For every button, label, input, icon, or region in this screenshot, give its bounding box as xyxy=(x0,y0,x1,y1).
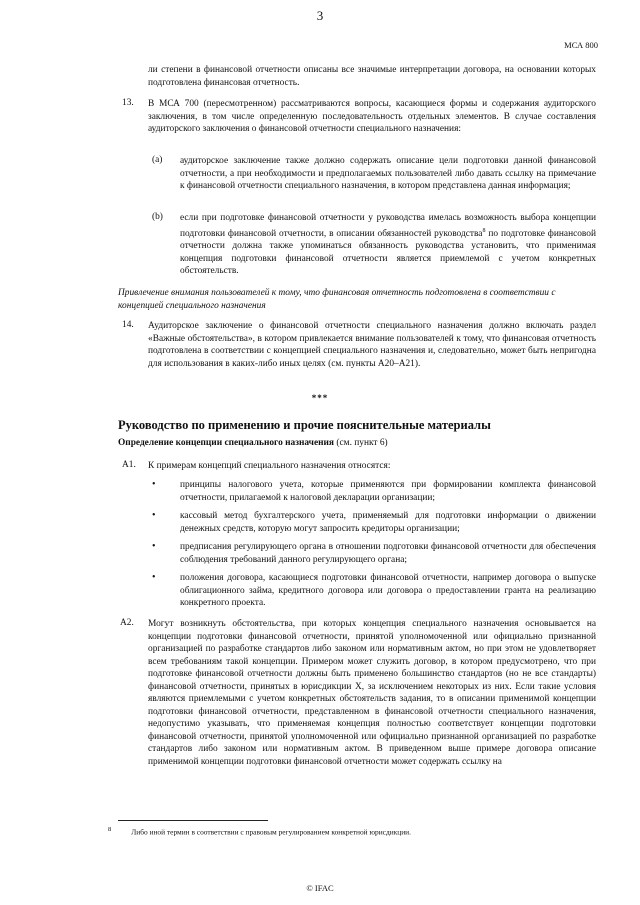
para-13b-text xyxy=(180,212,596,278)
para-13-text: В МСА 700 (пересмотренном) рассматриваются вопросы, касающиеся формы и содержания аудиторского заключения, в том числе определенную последовательность отдельных элементов. В случае составления аудиторского заключения о финансовой отчетности специального назначения: xyxy=(148,99,596,134)
subsection-title-text: Определение концепции специального назначения xyxy=(118,438,335,448)
para-a1-number: A1. xyxy=(122,460,136,470)
page-footer: © IFAC xyxy=(306,883,334,893)
para-13-number: 13. xyxy=(122,98,134,108)
list-item: положения договора, касающиеся подготовки финансовой отчетности, например договора о выпуске облигационного займа, кредитного договора или договора о предоставлении гранта на реализацию конкретного проекта. xyxy=(180,573,596,608)
para-14-text: Аудиторское заключение о финансовой отчетности специального назначения должно включать раздел «Важные обстоятельства», в котором привлекается внимание пользователей к тому, что финансовая отчетность подготовлена в соответствии с концепцией специального назначения и, следовательно, может быть непригодна для использования в каких-либо иных целях (см. пункты A20–A21). xyxy=(148,321,596,369)
para-13b-text-2: по подготовке финансовой отчетности должна также упоминаться обязанность руководства установить, что применимая концепция подготовки финансовой отчетности является приемлемой с учетом конкретных обстоятельств. xyxy=(180,228,597,277)
footnote-divider xyxy=(118,820,268,821)
footnote-text: Либо иной термин в соответствии с правовым регулированием конкретной юрисдикции. xyxy=(131,827,411,837)
list-item: принципы налогового учета, которые применяются при формировании комплекта финансовой отчетности, прилагаемой к налоговой декларации организации; xyxy=(180,480,596,503)
subsection-reference: (см. пункт 6) xyxy=(334,438,388,448)
section-separator: *** xyxy=(311,393,329,403)
standard-code: МСА 800 xyxy=(564,40,598,50)
italic-subheading: Привлечение внимания пользователей к тому, что финансовая отчетность подготовлена в соответствии с концепцией специального назначения xyxy=(118,288,556,311)
para-a2-text: Могут возникнуть обстоятельства, при которых концепция специального назначения основывается на концепции подготовки финансовой отчетности, принятой уполномоченной или официально признанной организацией по разработке стандартов либо законом или нормативным актом, но при этом не удовлетворяет всем требованиям такой концепции. Примером может служить договор, в котором предусмотрено, что при подготовке финансовой отчетности должны быть применено большинство стандартов (но не все стандарты) финансовой отчетности, принятых в юрисдикции X, за исключением некоторых из них. Если такие условия являются приемлемыми с учетом конкретных обстоятельств задания, то в описании применимой концепции подготовки финансовой отчетности, представленном в финансовой отчетности специального назначения, недопустимо указывать, что применяемая концепция полностью соответствует концепции подготовки финансовой отчетности, принятой уполномоченной или официально признанной организацией по разработке стандартов либо законом или нормативным актом. В приведенном выше примере договора описание применимой концепции подготовки финансовой отчетности может содержать ссылку на xyxy=(148,619,596,767)
subsection-title xyxy=(118,438,388,448)
bullet-icon: • xyxy=(152,541,156,552)
list-item: кассовый метод бухгалтерского учета, применяемый для подготовки информации о движении денежных средств, которую могут запросить кредиторы организации; xyxy=(180,511,596,534)
para-13a-text: аудиторское заключение также должно содержать описание цели подготовки данной финансовой отчетности, а при необходимости и предполагаемых пользователей либо давать ссылку на примечание к финансовой отчетности специального назначения, в котором представлена данная информация; xyxy=(180,156,596,191)
footnote xyxy=(108,826,411,836)
list-item: предписания регулирующего органа в отношении подготовки финансовой отчетности для обеспечения соблюдения требований данного регулирующего органа; xyxy=(180,542,596,565)
intro-paragraph: ли степени в финансовой отчетности описаны все значимые интерпретации договора, на основании которых подготовлена финансовая отчетность. xyxy=(148,65,596,88)
bullet-icon: • xyxy=(152,572,156,583)
para-a1-text: К примерам концепций специального назначения относятся: xyxy=(148,461,391,471)
para-13b-label: (b) xyxy=(152,212,163,222)
para-a2-number: A2. xyxy=(120,618,134,628)
para-13a-label: (a) xyxy=(152,155,163,165)
footnote-ref: 8 xyxy=(482,227,486,234)
para-13b-text-1: если при подготовке финансовой отчетности у руководства имелась возможность выбора концепции подготовки финансовой отчетности, в описании обязанностей руководства xyxy=(180,213,596,239)
para-14-number: 14. xyxy=(122,320,134,330)
page-number: 3 xyxy=(316,8,324,23)
footnote-mark: 8 xyxy=(108,826,112,833)
bullet-icon: • xyxy=(152,479,156,490)
section-title: Руководство по применению и прочие пояснительные материалы xyxy=(118,418,491,432)
bullet-icon: • xyxy=(152,510,156,521)
